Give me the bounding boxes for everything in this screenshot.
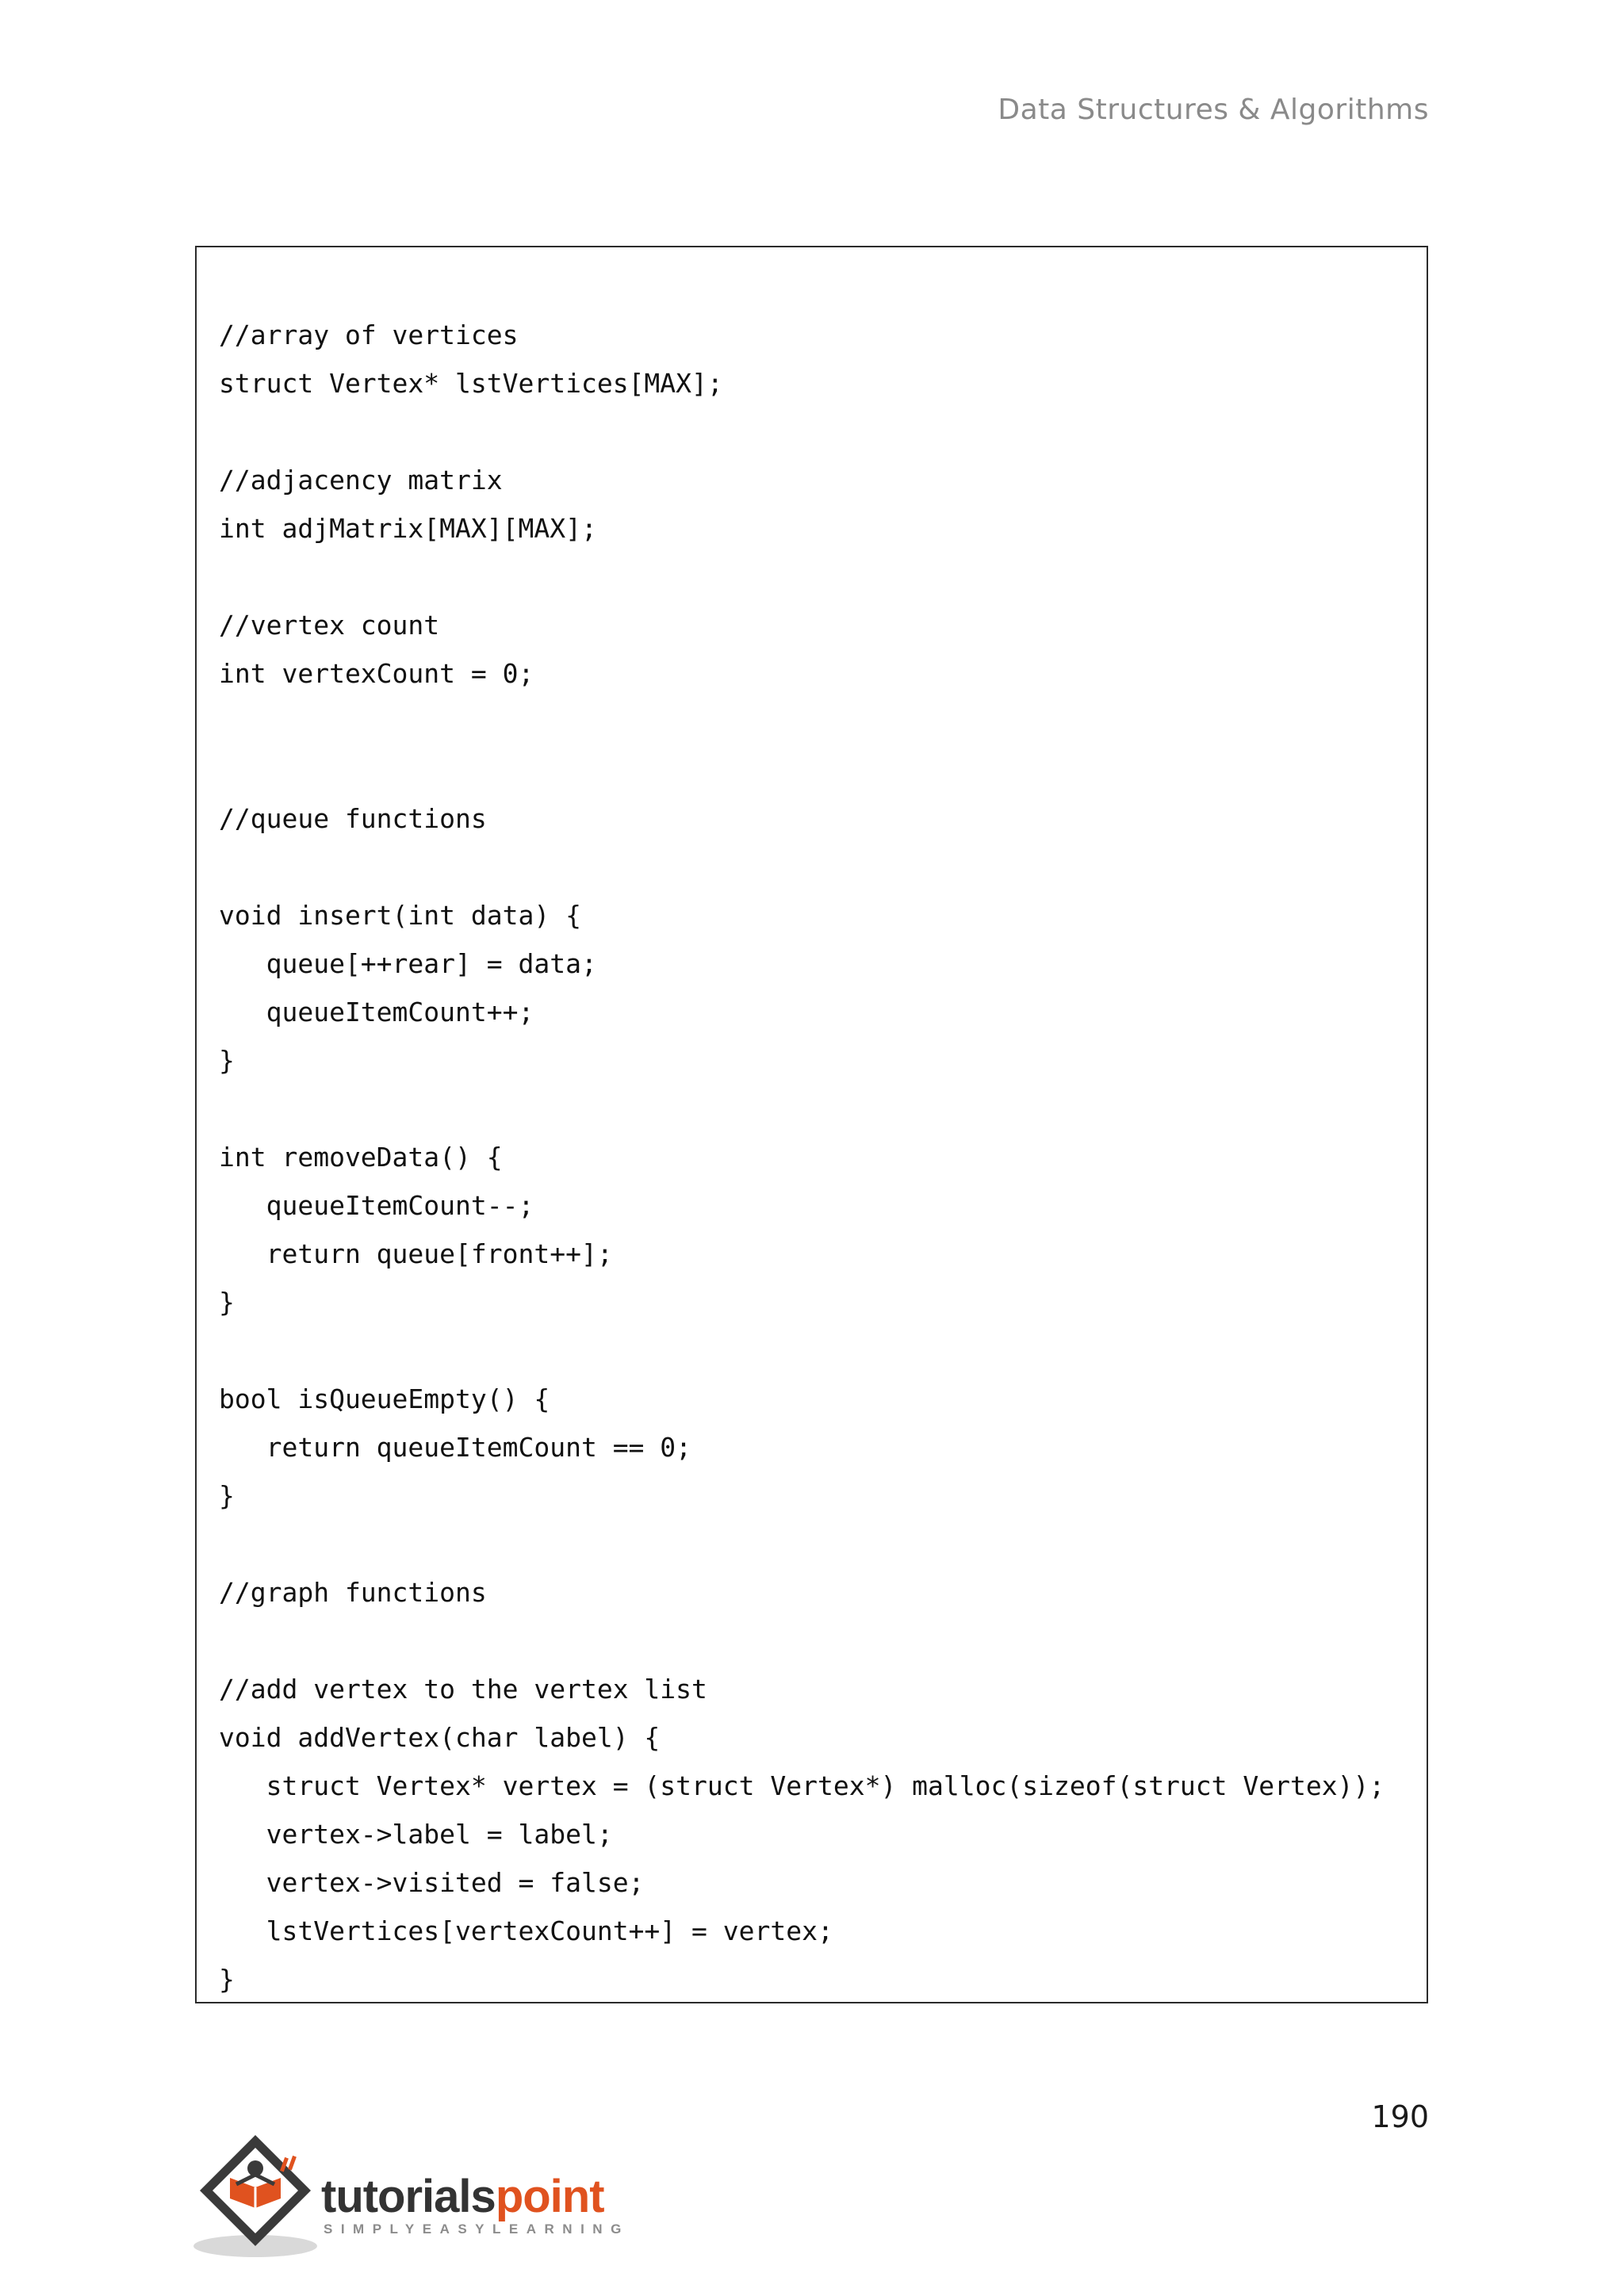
logo-word-dark: tutorials [321, 2171, 496, 2222]
code-line: struct Vertex* vertex = (struct Vertex*) malloc(sizeof(struct Vertex)); [219, 1770, 1385, 1801]
code-lines [219, 311, 1411, 2003]
code-line: } [219, 1964, 235, 1995]
page-number: 190 [1371, 2099, 1429, 2134]
code-line: return queueItemCount == 0; [219, 1432, 692, 1463]
logo-tagline: SIMPLYEASYLEARNING [324, 2221, 630, 2237]
code-line [219, 1617, 1411, 1665]
code-line [219, 1326, 1411, 1375]
code-line: //graph functions [219, 1577, 487, 1608]
code-line [219, 408, 1411, 456]
logo-word-accent: point [495, 2171, 604, 2222]
code-line: queue[++rear] = data; [219, 948, 597, 979]
code-line [219, 1085, 1411, 1133]
code-line: //vertex count [219, 610, 440, 641]
code-line: lstVertices[vertexCount++] = vertex; [219, 1915, 833, 1946]
code-line [219, 698, 1411, 746]
code-line: return queue[front++]; [219, 1238, 613, 1269]
code-line: } [219, 1287, 235, 1318]
code-line [219, 746, 1411, 794]
code-line: void addVertex(char label) { [219, 1722, 661, 1753]
tutorialspoint-logo-icon [190, 2129, 325, 2263]
code-block [195, 246, 1428, 2003]
running-header: Data Structures & Algorithms [998, 94, 1429, 126]
code-line: vertex->label = label; [219, 1819, 613, 1850]
code-line: vertex->visited = false; [219, 1867, 645, 1898]
code-line: bool isQueueEmpty() { [219, 1383, 550, 1414]
logo-wordmark [321, 2170, 604, 2223]
code-line: int adjMatrix[MAX][MAX]; [219, 513, 597, 544]
code-line: //queue functions [219, 803, 487, 834]
code-line: //adjacency matrix [219, 465, 503, 496]
code-line: } [219, 1480, 235, 1511]
code-line [219, 843, 1411, 891]
code-line: queueItemCount--; [219, 1190, 534, 1221]
code-line [219, 553, 1411, 601]
code-line: int removeData() { [219, 1142, 503, 1173]
code-line: queueItemCount++; [219, 997, 534, 1027]
code-line: int vertexCount = 0; [219, 658, 534, 689]
code-line: } [219, 1045, 235, 1076]
code-line [219, 1520, 1411, 1568]
code-line: //array of vertices [219, 320, 519, 350]
code-line: struct Vertex* lstVertices[MAX]; [219, 368, 723, 399]
code-line: void insert(int data) { [219, 900, 581, 931]
tutorialspoint-logo [190, 2129, 634, 2263]
code-line: //add vertex to the vertex list [219, 1674, 707, 1705]
